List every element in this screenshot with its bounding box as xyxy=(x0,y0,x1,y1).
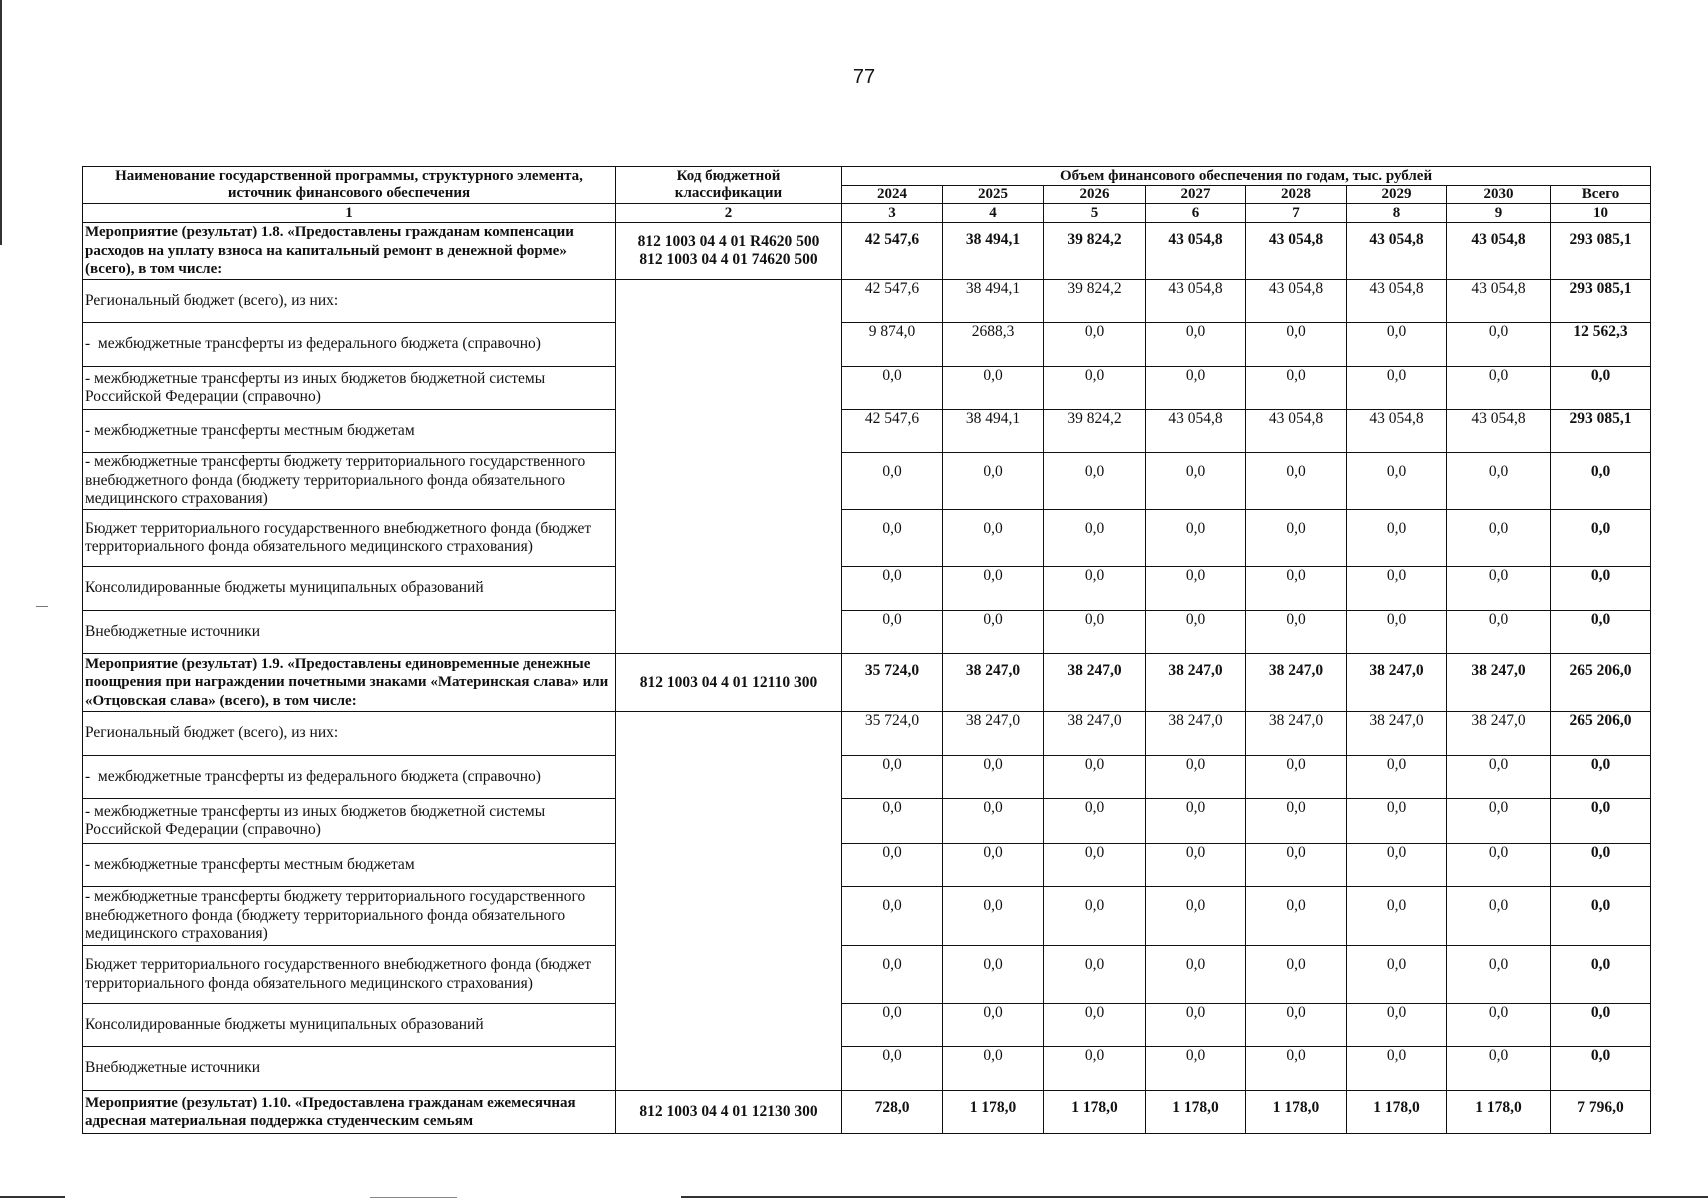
column-number: 6 xyxy=(1146,204,1246,223)
year-value: 0,0 xyxy=(1447,844,1551,887)
year-value: 38 494,1 xyxy=(943,410,1044,453)
header-year-cell: 2028 xyxy=(1246,186,1347,204)
budget-code: 812 1003 04 4 01 R4620 500 xyxy=(637,233,820,250)
measure-title: Мероприятие (результат) 1.10. «Предоставлена гражданам ежемесячная адресная материальная поддержка студенческим семьям xyxy=(83,1091,616,1134)
total-value: 0,0 xyxy=(1551,567,1651,611)
year-value: 0,0 xyxy=(1246,611,1347,654)
year-value: 43 054,8 xyxy=(1246,280,1347,323)
header-year-cell: 2030 xyxy=(1447,186,1551,204)
funding-source-row xyxy=(83,712,1651,756)
year-value: 9 874,0 xyxy=(842,323,943,367)
year-value: 0,0 xyxy=(1246,453,1347,510)
year-value: 1 178,0 xyxy=(1447,1091,1551,1134)
year-value: 0,0 xyxy=(1447,453,1551,510)
year-value: 0,0 xyxy=(842,510,943,567)
budget-code: 812 1003 04 4 01 74620 500 xyxy=(639,251,818,268)
total-value: 0,0 xyxy=(1551,799,1651,844)
year-value: 0,0 xyxy=(842,611,943,654)
year-value: 0,0 xyxy=(1146,510,1246,567)
total-value: 0,0 xyxy=(1551,1004,1651,1047)
scan-artifact-line xyxy=(36,606,48,607)
year-value: 0,0 xyxy=(943,510,1044,567)
year-value: 38 247,0 xyxy=(1347,654,1447,712)
year-value: 43 054,8 xyxy=(1146,223,1246,280)
year-value: 42 547,6 xyxy=(842,410,943,453)
year-value: 0,0 xyxy=(1347,611,1447,654)
year-value: 0,0 xyxy=(1347,1004,1447,1047)
funding-source-label: - межбюджетные трансферты из федерального бюджета (справочно) xyxy=(83,756,616,799)
year-value: 0,0 xyxy=(943,1004,1044,1047)
funding-source-label: - межбюджетные трансферты местным бюджетам xyxy=(83,410,616,453)
funding-source-label: Бюджет территориального государственного внебюджетного фонда (бюджет территориального фонда обязательного медицинского страхования) xyxy=(83,510,616,567)
total-value: 0,0 xyxy=(1551,510,1651,567)
year-value: 1 178,0 xyxy=(1347,1091,1447,1134)
year-value: 0,0 xyxy=(1347,799,1447,844)
funding-source-label: - межбюджетные трансферты бюджету территориального государственного внебюджетного фонда (бюджету территориального фонда обязательного медицинского страхования) xyxy=(83,453,616,510)
year-value: 0,0 xyxy=(943,1047,1044,1091)
year-value: 39 824,2 xyxy=(1044,223,1146,280)
budget-code-cell-empty xyxy=(616,280,842,654)
year-value: 0,0 xyxy=(1044,367,1146,410)
funding-source-row xyxy=(83,887,1651,946)
column-number: 9 xyxy=(1447,204,1551,223)
total-value: 7 796,0 xyxy=(1551,1091,1651,1134)
column-number: 3 xyxy=(842,204,943,223)
funding-source-row xyxy=(83,323,1651,367)
column-numbers-row xyxy=(83,204,1651,223)
funding-source-row xyxy=(83,367,1651,410)
funding-source-label: - межбюджетные трансферты местным бюджетам xyxy=(83,844,616,887)
year-value: 0,0 xyxy=(943,844,1044,887)
year-value: 43 054,8 xyxy=(1447,223,1551,280)
total-value: 293 085,1 xyxy=(1551,410,1651,453)
total-value: 0,0 xyxy=(1551,611,1651,654)
year-value: 0,0 xyxy=(1146,453,1246,510)
year-value: 0,0 xyxy=(1246,510,1347,567)
year-value: 0,0 xyxy=(1246,367,1347,410)
year-value: 1 178,0 xyxy=(1246,1091,1347,1134)
year-value: 0,0 xyxy=(1246,323,1347,367)
year-value: 0,0 xyxy=(1146,756,1246,799)
year-value: 0,0 xyxy=(1044,510,1146,567)
year-value: 38 247,0 xyxy=(1246,654,1347,712)
total-value: 293 085,1 xyxy=(1551,223,1651,280)
column-number: 4 xyxy=(943,204,1044,223)
year-value: 0,0 xyxy=(1347,1047,1447,1091)
table-body xyxy=(83,223,1651,1134)
measure-row xyxy=(83,223,1651,280)
column-number: 2 xyxy=(616,204,842,223)
year-value: 0,0 xyxy=(1347,887,1447,946)
year-value: 0,0 xyxy=(1447,323,1551,367)
year-value: 0,0 xyxy=(1246,756,1347,799)
year-value: 38 247,0 xyxy=(943,654,1044,712)
year-value: 1 178,0 xyxy=(943,1091,1044,1134)
budget-code-cell xyxy=(616,1091,842,1134)
funding-source-row xyxy=(83,946,1651,1004)
year-value: 38 247,0 xyxy=(1146,712,1246,756)
year-value: 38 247,0 xyxy=(1347,712,1447,756)
year-value: 0,0 xyxy=(1347,453,1447,510)
year-value: 0,0 xyxy=(1146,1004,1246,1047)
total-value: 265 206,0 xyxy=(1551,712,1651,756)
year-value: 38 247,0 xyxy=(1044,654,1146,712)
funding-source-label: Региональный бюджет (всего), из них: xyxy=(83,712,616,756)
total-value: 0,0 xyxy=(1551,1047,1651,1091)
scan-artifact-line xyxy=(0,0,2,245)
year-value: 0,0 xyxy=(1447,510,1551,567)
year-value: 0,0 xyxy=(1044,1047,1146,1091)
year-value: 42 547,6 xyxy=(842,223,943,280)
funding-source-row xyxy=(83,280,1651,323)
funding-source-row xyxy=(83,611,1651,654)
total-value: 0,0 xyxy=(1551,844,1651,887)
funding-source-label: - межбюджетные трансферты из иных бюджетов бюджетной системы Российской Федерации (справочно) xyxy=(83,799,616,844)
year-value: 0,0 xyxy=(1246,1047,1347,1091)
year-value: 43 054,8 xyxy=(1447,410,1551,453)
year-value: 0,0 xyxy=(943,799,1044,844)
year-value: 0,0 xyxy=(1347,844,1447,887)
year-value: 0,0 xyxy=(943,756,1044,799)
year-value: 0,0 xyxy=(1447,887,1551,946)
year-value: 0,0 xyxy=(1447,1004,1551,1047)
year-value: 0,0 xyxy=(1347,367,1447,410)
funding-source-row xyxy=(83,410,1651,453)
year-value: 0,0 xyxy=(842,1047,943,1091)
year-value: 38 247,0 xyxy=(943,712,1044,756)
page-number: 77 xyxy=(852,66,876,88)
year-value: 0,0 xyxy=(943,887,1044,946)
year-value: 0,0 xyxy=(1246,887,1347,946)
funding-source-label: - межбюджетные трансферты из иных бюджетов бюджетной системы Российской Федерации (справочно) xyxy=(83,367,616,410)
year-value: 38 247,0 xyxy=(1146,654,1246,712)
measure-title: Мероприятие (результат) 1.8. «Предоставлены гражданам компенсации расходов на уплату взноса на капитальный ремонт в денежной форме» (всего), в том числе: xyxy=(83,223,616,280)
financing-table xyxy=(82,166,1651,1134)
total-value: 0,0 xyxy=(1551,453,1651,510)
year-value: 0,0 xyxy=(1246,799,1347,844)
column-number: 5 xyxy=(1044,204,1146,223)
year-value: 42 547,6 xyxy=(842,280,943,323)
scan-artifact-line xyxy=(681,1196,1708,1198)
funding-source-label: Внебюджетные источники xyxy=(83,611,616,654)
total-value: 293 085,1 xyxy=(1551,280,1651,323)
year-value: 0,0 xyxy=(1044,844,1146,887)
header-row xyxy=(83,167,1651,186)
header-total-cell: Всего xyxy=(1551,186,1651,204)
year-value: 43 054,8 xyxy=(1246,223,1347,280)
total-value: 0,0 xyxy=(1551,367,1651,410)
year-value: 0,0 xyxy=(842,844,943,887)
year-value: 0,0 xyxy=(1347,946,1447,1004)
total-value: 0,0 xyxy=(1551,887,1651,946)
year-value: 43 054,8 xyxy=(1146,410,1246,453)
year-value: 0,0 xyxy=(1347,756,1447,799)
year-value: 0,0 xyxy=(1347,567,1447,611)
year-value: 0,0 xyxy=(943,946,1044,1004)
budget-code: 812 1003 04 4 01 12110 300 xyxy=(639,673,818,691)
column-number: 10 xyxy=(1551,204,1651,223)
year-value: 0,0 xyxy=(1146,844,1246,887)
funding-source-row xyxy=(83,799,1651,844)
total-value: 265 206,0 xyxy=(1551,654,1651,712)
funding-source-row xyxy=(83,510,1651,567)
year-value: 0,0 xyxy=(1347,510,1447,567)
funding-source-label: Внебюджетные источники xyxy=(83,1047,616,1091)
year-value: 0,0 xyxy=(1146,367,1246,410)
year-value: 0,0 xyxy=(1447,756,1551,799)
budget-code-cell xyxy=(616,223,842,280)
header-year-cell: 2027 xyxy=(1146,186,1246,204)
funding-source-label: Региональный бюджет (всего), из них: xyxy=(83,280,616,323)
year-value: 0,0 xyxy=(943,453,1044,510)
year-value: 0,0 xyxy=(1044,1004,1146,1047)
year-value: 43 054,8 xyxy=(1246,410,1347,453)
year-value: 0,0 xyxy=(1246,567,1347,611)
year-value: 0,0 xyxy=(1246,946,1347,1004)
year-value: 0,0 xyxy=(842,453,943,510)
year-value: 38 494,1 xyxy=(943,280,1044,323)
year-value: 43 054,8 xyxy=(1146,280,1246,323)
year-value: 0,0 xyxy=(1447,799,1551,844)
year-value: 0,0 xyxy=(943,611,1044,654)
funding-source-label: Бюджет территориального государственного внебюджетного фонда (бюджет территориального фонда обязательного медицинского страхования) xyxy=(83,946,616,1004)
funding-source-row xyxy=(83,1004,1651,1047)
year-value: 2688,3 xyxy=(943,323,1044,367)
budget-code: 812 1003 04 4 01 12130 300 xyxy=(639,1103,818,1120)
year-value: 1 178,0 xyxy=(1044,1091,1146,1134)
year-value: 43 054,8 xyxy=(1447,280,1551,323)
year-value: 0,0 xyxy=(943,567,1044,611)
column-number: 8 xyxy=(1347,204,1447,223)
measure-row xyxy=(83,1091,1651,1134)
header-year-cell: 2024 xyxy=(842,186,943,204)
header-name-column: Наименование государственной программы, структурного элемента, источник финансового обеспечения xyxy=(83,167,616,204)
year-value: 38 247,0 xyxy=(1447,712,1551,756)
header-year-cell: 2029 xyxy=(1347,186,1447,204)
total-value: 0,0 xyxy=(1551,756,1651,799)
funding-source-row xyxy=(83,756,1651,799)
year-value: 0,0 xyxy=(1447,567,1551,611)
column-number: 7 xyxy=(1246,204,1347,223)
funding-source-label: - межбюджетные трансферты из федерального бюджета (справочно) xyxy=(83,323,616,367)
year-value: 0,0 xyxy=(1044,611,1146,654)
year-value: 0,0 xyxy=(1146,323,1246,367)
year-value: 0,0 xyxy=(1044,453,1146,510)
year-value: 0,0 xyxy=(1146,887,1246,946)
scan-artifact-line xyxy=(0,1196,65,1198)
year-value: 38 247,0 xyxy=(1246,712,1347,756)
year-value: 0,0 xyxy=(1447,1047,1551,1091)
year-value: 39 824,2 xyxy=(1044,280,1146,323)
total-value: 0,0 xyxy=(1551,946,1651,1004)
header-year-cell: 2025 xyxy=(943,186,1044,204)
measure-row xyxy=(83,654,1651,712)
year-value: 0,0 xyxy=(943,367,1044,410)
year-value: 0,0 xyxy=(1246,1004,1347,1047)
year-value: 0,0 xyxy=(1044,567,1146,611)
year-value: 43 054,8 xyxy=(1347,280,1447,323)
funding-source-label: - межбюджетные трансферты бюджету территориального государственного внебюджетного фонда (бюджету территориального фонда обязательного медицинского страхования) xyxy=(83,887,616,946)
year-value: 35 724,0 xyxy=(842,712,943,756)
year-value: 38 247,0 xyxy=(1447,654,1551,712)
year-value: 0,0 xyxy=(842,799,943,844)
year-value: 0,0 xyxy=(1044,887,1146,946)
year-value: 35 724,0 xyxy=(842,654,943,712)
year-value: 0,0 xyxy=(842,567,943,611)
year-value: 0,0 xyxy=(1447,367,1551,410)
year-value: 0,0 xyxy=(842,756,943,799)
total-value: 12 562,3 xyxy=(1551,323,1651,367)
budget-code-cell xyxy=(616,654,842,712)
scan-artifact-line xyxy=(370,1197,457,1198)
year-value: 0,0 xyxy=(1146,946,1246,1004)
year-value: 0,0 xyxy=(1146,611,1246,654)
year-value: 0,0 xyxy=(1044,799,1146,844)
header-code-column: Код бюджетной классификации xyxy=(616,167,842,204)
year-value: 0,0 xyxy=(1146,799,1246,844)
year-value: 0,0 xyxy=(842,946,943,1004)
funding-source-label: Консолидированные бюджеты муниципальных образований xyxy=(83,567,616,611)
measure-title: Мероприятие (результат) 1.9. «Предоставлены единовременные денежные поощрения при награждении почетными знаками «Материнская слава» или «Отцовская слава» (всего), в том числе: xyxy=(83,654,616,712)
year-value: 728,0 xyxy=(842,1091,943,1134)
funding-source-row xyxy=(83,453,1651,510)
funding-source-row xyxy=(83,844,1651,887)
year-value: 43 054,8 xyxy=(1347,410,1447,453)
year-value: 0,0 xyxy=(1447,946,1551,1004)
column-number: 1 xyxy=(83,204,616,223)
year-value: 0,0 xyxy=(1044,323,1146,367)
year-value: 0,0 xyxy=(1146,1047,1246,1091)
budget-code-cell-empty xyxy=(616,712,842,1091)
year-value: 38 247,0 xyxy=(1044,712,1146,756)
year-value: 0,0 xyxy=(1044,946,1146,1004)
year-value: 1 178,0 xyxy=(1146,1091,1246,1134)
year-value: 0,0 xyxy=(1347,323,1447,367)
year-value: 0,0 xyxy=(1447,611,1551,654)
year-value: 0,0 xyxy=(842,367,943,410)
funding-source-label: Консолидированные бюджеты муниципальных образований xyxy=(83,1004,616,1047)
year-value: 0,0 xyxy=(1044,756,1146,799)
funding-source-row xyxy=(83,567,1651,611)
header-year-cell: 2026 xyxy=(1044,186,1146,204)
year-value: 0,0 xyxy=(1246,844,1347,887)
table-header xyxy=(83,167,1651,223)
year-value: 43 054,8 xyxy=(1347,223,1447,280)
header-volume-column: Объем финансового обеспечения по годам, тыс. рублей xyxy=(842,167,1651,186)
year-value: 38 494,1 xyxy=(943,223,1044,280)
year-value: 39 824,2 xyxy=(1044,410,1146,453)
year-value: 0,0 xyxy=(1146,567,1246,611)
year-value: 0,0 xyxy=(842,1004,943,1047)
funding-source-row xyxy=(83,1047,1651,1091)
year-value: 0,0 xyxy=(842,887,943,946)
